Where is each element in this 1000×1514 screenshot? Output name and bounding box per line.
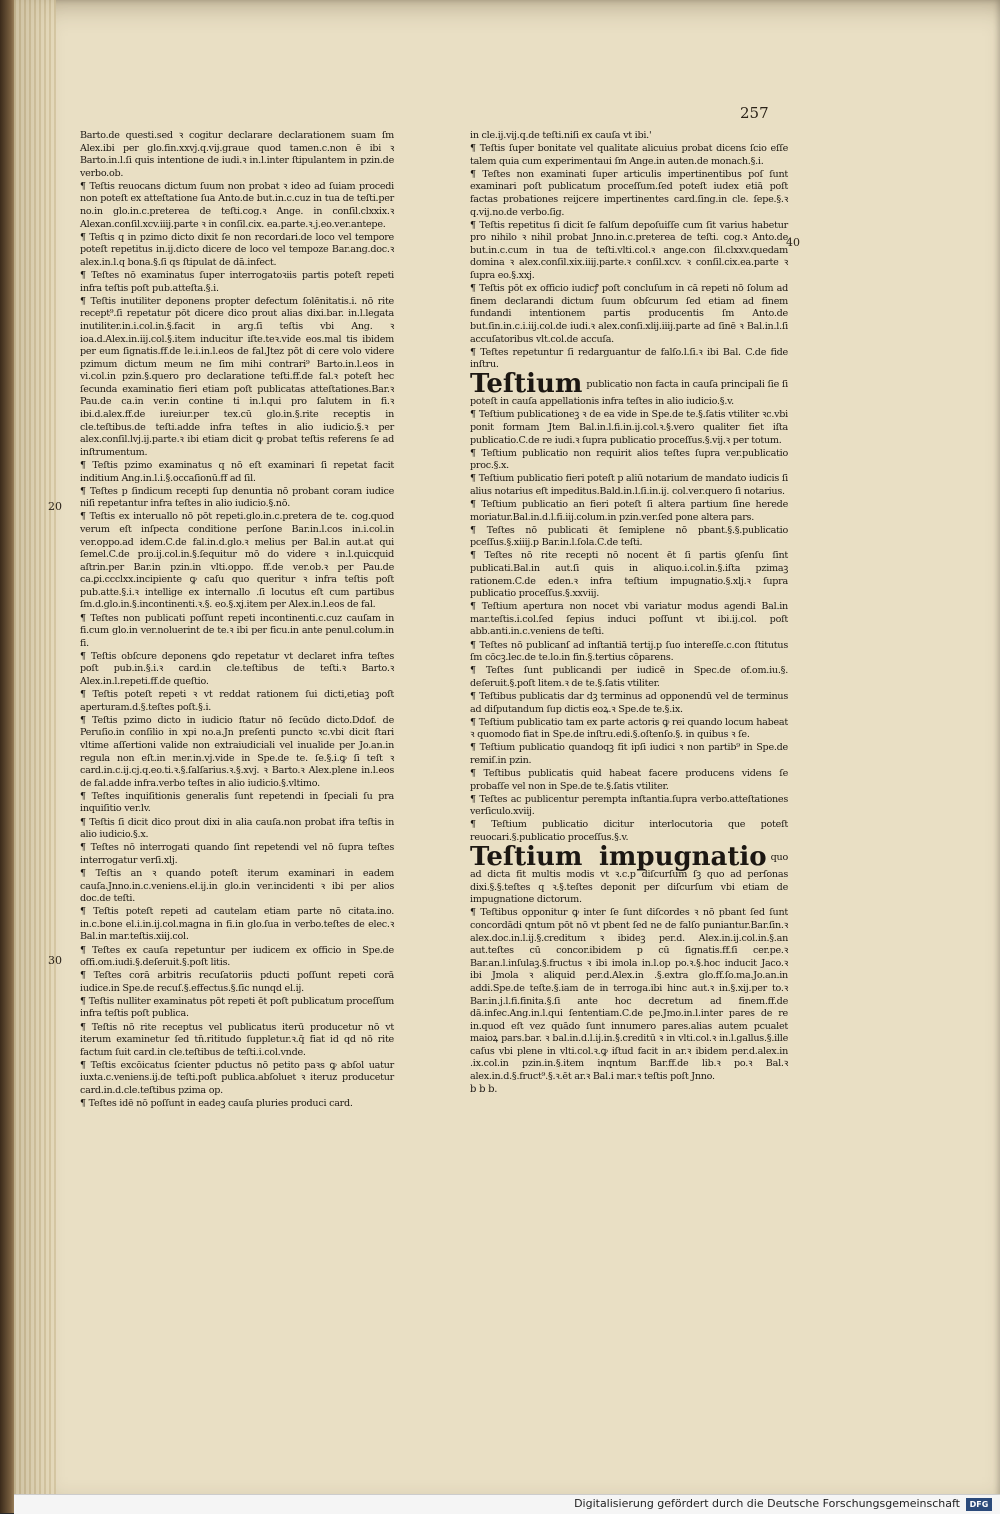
index-entry: ¶ Teſtes nō publicati ēt ſemiplene nō pbant.§.§.publicatio pceſſus.§.xiiij.p Bar.in.l.ſola.C.de teſti. — [470, 524, 788, 549]
dfg-logo[interactable]: DFG — [966, 1498, 992, 1511]
index-entry: ¶ Teſtium publicationeꝫ ꝛ de ea vide in Spe.de te.§.ſatis vtiliter ꝛc.vbi ponit formam Jtem Bal.in.l.fi.in.ij.col.ꝛ.§.vero qualiter fiet iſta publicatio.C.de re iudi.ꝛ ſupra publicatio proceſſus.§.vij.ꝛ per totum. — [470, 409, 788, 446]
index-entry: ¶ Teſtes ac publicentur perempta inſtantia.ſupra verbo.atteſtationes verſiculo.xviij. — [470, 793, 788, 818]
index-entry: ¶ Teſtis pzimo dicto in iudicio ſtatur nō ſecūdo dicto.Ddof. de Peruſio.in conſilio in xpi no.a.Jn preſenti puncto ꝛc.vbi dicit ſtari vltime aſſertioni valide non extraiudiciali vel inualide per Jo.an.in regula non eſt.in mer.in.vj.vide in Spe.de te. ſe.§.i.ꝙ ſi teſt ꝛ card.in.c.ij.cj.q.eo.ti.ꝛ.§.ſalſarius.ꝛ.§.xvj. ꝛ Barto.ꝛ Alex.plene in.l.eos de fal.adde infra.verbo teſtes in alio iudicio.§.vltimo. — [80, 714, 394, 789]
index-entry: ¶ Teſtis pzimo examinatus q nō eſt examinari ſi repetat facit inditium Ang.in.l.i.§.occaſionū.ff ad ſil. — [80, 459, 394, 484]
index-entry: Barto.de questi.sed ꝛ cogitur declarare declarationem suam ſm Alex.ibi per glo.fin.xxvj.q.vij.graue quod tamen.c.non ē ibi ꝛ Barto.in.l.ſi quis intentione de iudi.ꝛ in.l.inter ſtipulantem in pzin.de verbo.ob. — [80, 130, 394, 179]
index-entry: ¶ Teſtes non publicati poſſunt repeti incontinenti.c.cuz cauſam in fi.cum glo.in ver.noluerint de te.ꝛ ibi per ficu.in ante penul.colum.in fi. — [80, 612, 394, 649]
line-number: 40 — [786, 236, 800, 249]
index-entry: ¶ Teſtis excōicatus ſcienter pductus nō petito paꝛs ꝙ abſol uatur iuxta.c.veniens.ij.de teſti.poſt publica.abſoluet ꝛ iteruz producetur card.in.d.cle.teſtibus pzima op. — [80, 1059, 394, 1097]
index-entry: ¶ Teſtis inutiliter deponens propter defectum ſolēnitatis.i. nō rite recept⁹.ſi repetatur pōt dicere dico prout alias dixi.bar. in.l.legata inutiliter.in.i.col.in.§.facit in arg.ſi teſtis vbi Ang. ꝛ ioa.d.Alex.in.iij.col.§.item inducitur iſte.teꝛ.vide eos.mal tis ibidem per eum ſignatis.ff.de le.i.in.l.eos de fal.Jtez pōt di cere volo videre pzimum dictum meum ne ſim mihi contrari⁹ Barto.in.l.eos in vi.col.in pzin.§.quero pro declaratione teſti.ff.de fal.ꝛ poteſt hec ſecunda examinatio fieri etiam poſt publicatas atteſtationes.Bar.ꝛ Pau.de ca.in ver.in contine ti in.l.qui pro ſalutem in fi.ꝛ ibi.d.alex.ff.de iureiur.per tex.cū glo.in.§.rite receptis in cle.teſtibus.de teſti.adde infra teſtes in alio iudicio.§.ꝛ per alex.conſil.lvj.ij.parte.ꝛ ibi etiam dicit ꝙ probat teſtis referens ſe ad inſtrumentum. — [80, 295, 394, 458]
heading-text: quo ad dicta fit multis modis vt ꝛ.c.p diſcurſum ſꝫ quo ad perſonas dixi.§.§.teſtes q ꝛ.§.teſtes deponit per diſcurſum vbi etiam de impugnatione dictorum. — [470, 852, 788, 906]
index-entry: ¶ Teſtes p ſindicum recepti ſup denuntia nō probant coram iudice niſi repetantur infra teſtes in alio iudicio.§.nō. — [80, 485, 394, 510]
line-number: 20 — [48, 500, 62, 513]
index-entry: ¶ Teſtis nō rite receptus vel publicatus iterū producetur nō vt iterum examinetur ſed tn̄.rititudo ſuppletur.ꝛ.q̄ fiat id qd nō rite factum ſuit card.in cle.teſtibus de teſti.i.col.vnde. — [80, 1021, 394, 1058]
index-entry: ¶ Teſtis ex interuallo nō pōt repeti.glo.in.c.pretera de te. cog.quod verum eſt inſpecta conditione perſone Bar.in.l.cos in.i.col.in ver.oppo.ad idem.C.de fal.in.d.glo.ꝛ melius per Bal.in aut.at qui ſemel.C.de pro.ij.col.in.§.ſequitur mō do videre ꝛ in.l.quicquid aſtrin.per Bar.in pzin.in vlti.oppo. ff.de ver.ob.ꝛ per Pau.de ca.ꝑi.ccclxx.incipiente ꝙ caſu quo queritur ꝛ infra teſtis poſt pub.atte.§.i.ꝛ intellige ex internallo .ſi locutus eſt cum partibus ſm.d.glo.in.§.incontinenti.ꝛ.§. eo.§.xj.item per Alex.in.l.eos de fal. — [80, 511, 394, 611]
heading-word: Teſtium impugnatio — [470, 842, 767, 873]
index-entry: ¶ Teſtes repetuntur ſi redarguantur de falſo.l.ſi.ꝛ ibi Bal. C.de fide inſtru. — [470, 346, 788, 371]
footer-bar — [14, 1494, 1000, 1514]
section-heading-publicatio — [470, 369, 788, 409]
index-entry: ¶ Teſtis ſuper bonitate vel qualitate alicuius probat dicens ſcio eſſe talem quia cum experimentaui ſm Ange.in auten.de monach.§.i. — [470, 143, 788, 167]
funding-notice[interactable]: Digitalisierung gefördert durch die Deutsche Forschungsgemeinschaft — [574, 1497, 960, 1510]
index-entry: ¶ Teſtibus opponitur ꝙ inter ſe ſunt diſcordes ꝛ nō pbant ſed ſunt concordādi qntum pōt nō vt pbent ſed ne de falſo puniantur.Bar.ſin.ꝛ alex.doc.in.l.ij.§.creditum ꝛ ibideꝫ per.d. Alex.in.ij.col.in.§.an aut.teſtes cū concor.ibidem p cū ſignatis.ff.ſi cer.pe.ꝛ Bar.an.l.inſulaꝫ.§.fructus ꝛ ibi imola in.l.op po.ꝛ.§.hoc inducit Jaco.ꝛ ibi Jmola ꝛ aliquid per.d.Alex.in .§.extra glo.ff.ſo.ma.Jo.an.in addi.Spe.de teſte.§.iam de in terroga.ibi hinc aut.ꝛ in.§.xij.per to.ꝛ Bar.in.j.l.fi.finita.§.ſi ante hoc decretum ad finem.ff.de dā.infec.Ang.in.l.qui ſententiam.C.de pe.Jmo.in.l.inter pares de re in.quod eſt vez quādo ſunt innumero pares.alias autem pcualet maioꝝ pars.bar. ꝛ bal.in.d.l.ij.in.§.creditū ꝛ in vlti.col.ꝛ in.l.gallus.§.ille caſus vbi plene in vlti.col.ꝛ.ꝙ iſtud facit in ar.ꝛ ibidem per.d.alex.in .ix.col.in pzin.in.§.item inqntum Bar.ff.de lib.ꝛ po.ꝛ Bal.ꝛ alex.in.d.§.fruct⁹.§.ꝛ.ēt ar.ꝛ Bal.i mar.ꝛ teſtis poſt Jnno. — [470, 907, 788, 1083]
index-entry: ¶ Teſtes nō publicanſ ad inſtantiā tertij.p ſuo intereſſe.c.con ſtitutus ſm cōcꝫ.lec.de te.lo.in fin.§.tertius cōparens. — [470, 639, 788, 664]
index-entry: ¶ Teſtes idē nō poſſunt in eadeꝫ cauſa pluries produci card. — [80, 1098, 353, 1110]
heading-word: Teſtium — [470, 369, 583, 400]
index-entry: ¶ Teſtibus publicatis dar dꝫ terminus ad opponendū vel de terminus ad diſputandum ſup dictis eoꝝ.ꝛ Spe.de te.§.ix. — [470, 690, 788, 715]
right-column-middle-entries — [470, 409, 788, 844]
heading-text: publicatio non facta in cauſa principali ſie ſi poteſt in cauſa appellationis infra teſtes in alio iudicio.§.v. — [470, 379, 788, 408]
index-entry: ¶ Teſtes nō rite recepti nō nocent ēt ſi partis ꝯſenſu ſint publicati.Bal.in aut.ſi quis in aliquo.i.col.in.§.iſta pzimaꝫ rationem.C.de eden.ꝛ infra teſtium impugnatio.§.xlj.ꝛ ſupra publicatio proceſſus.§.xxviij. — [470, 550, 788, 600]
index-entry: ¶ Teſtis nulliter examinatus pōt repeti ēt poſt publicatum proceſſum infra teſtis poſt publica. — [80, 995, 394, 1020]
index-entry: ¶ Teſtium publicatio an fieri poteſt ſi altera partium ſine herede moriatur.Bal.in.d.l.fi.iij.colum.in pzin.ver.ſed pone altera pars. — [470, 499, 788, 523]
index-entry: ¶ Teſtis poteſt repeti ꝛ vt reddat rationem ſui dicti,etiaꝫ poſt aperturam.d.§.teſtes poſt.§.i. — [80, 689, 394, 713]
index-entry: ¶ Teſtis ſi dicit dico prout dixi in alia cauſa.non probat ifra teſtis in alio iudicio.§.x. — [80, 816, 394, 841]
index-entry: ¶ Teſtes nō interrogati quando ſint repetendi vel nō ſupra teſtes interrogatur verſi.xlj. — [80, 842, 394, 866]
index-entry: ¶ Teſtium publicatio fieri poteſt p aliū notarium de mandato iudicis ſi alius notarius eſt impeditus.Bald.in.l.ſi.in.ij. col.ver.quero ſi notarius. — [470, 473, 788, 497]
folio-number: 257 — [740, 104, 769, 122]
index-entry: ¶ Teſtis obſcure deponens ꝙdo repetatur vt declaret infra teſtes poſt pub.in.§.i.ꝛ card.in cle.teſtibus de teſti.ꝛ Barto.ꝛ Alex.in.l.repeti.ff.de queſtio. — [80, 650, 394, 688]
page-gutter — [14, 0, 56, 1513]
index-entry: ¶ Teſtis repetitus ſi dicit ſe falſum depoſuiſſe cum ſit varius habetur pro nihilo ꝛ nihil probat Jnno.in.c.preterea de teſti. cog.ꝛ Anto.de but.in.c.cum in tua de teſti.vlti.col.ꝛ ange.con ſil.clxxv.quedam domina ꝛ alex.conſil.xix.iiij.parte.ꝛ conſil.xcv. ꝛ conſil.cix.ea.parte ꝛ ſupra eo.§.xxj. — [470, 219, 788, 282]
index-entry: in cle.ij.vij.q.de teſti.niſi ex cauſa vt ibi.' — [470, 130, 652, 141]
index-entry: ¶ Teſtium publicatio dicitur interlocutoria que poteſt reuocari.§.publicatio proceſſus.§.v. — [470, 819, 788, 843]
right-column-upper-entries — [470, 130, 788, 372]
signature-mark: b b b. — [470, 1084, 498, 1096]
right-column — [470, 130, 788, 1097]
index-entry: ¶ Teſtes inquiſitionis generalis ſunt repetendi in ſpeciali ſu pra inquiſitio ver.lv. — [80, 790, 394, 815]
right-column-lower-entries — [470, 907, 788, 1083]
section-heading-impugnatio — [470, 842, 788, 907]
index-entry: ¶ Teſtes nō examinatus ſuper interrogatoꝛiis partis poteſt repeti infra teſtis poſt pub.atteſta.§.i. — [80, 270, 394, 294]
index-entry: ¶ Teſtium publicatio tam ex parte actoris ꝙ rei quando locum habeat ꝛ quomodo fiat in Spe.de inſtru.edi.§.oſtenſo.§. in quibus ꝛ ſe. — [470, 716, 788, 741]
left-column — [80, 130, 394, 1111]
index-entry: ¶ Teſtes corā arbitris recuſatoriis pducti poſſunt repeti corā iudice.in Spe.de recuſ.§.effectus.§.ſic nunqd el.ij. — [80, 970, 394, 994]
index-entry: ¶ Teſtium apertura non nocet vbi variatur modus agendi Bal.in mar.teſtis.i.col.ſed ſepius induci poſſunt vt ibi.ij.col. poſt abb.anti.in.c.veniens de teſti. — [470, 601, 788, 638]
index-entry: ¶ Teſtis an ꝛ quando poteſt iterum examinari in eadem cauſa.Jnno.in.c.veniens.el.ij.in glo.in ver.incidenti ꝛ ibi per alios doc.de teſti. — [80, 867, 394, 905]
index-entry: ¶ Teſtis poteſt repeti ad cautelam etiam parte nō citata.ino. in.c.bone el.i.in.ij.col.magna in fi.in glo.ſua in verbo.teſtes de elec.ꝛ Bal.in mar.teſtis.xiij.col. — [80, 906, 394, 943]
index-entry: ¶ Teſtes ex cauſa repetuntur per iudicem ex officio in Spe.de offi.om.iudi.§.deſeruit.§.poſt litis. — [80, 944, 394, 969]
index-entry: ¶ Teſtis reuocans dictum ſuum non probat ꝛ ideo ad ſuiam procedi non poteſt ex atteſtatione ſua Anto.de but.in.c.cuz in tua de teſti.per no.in glo.in.c.preterea de teſti.cog.ꝛ Ange. in conſil.clxxix.ꝛ Alexan.conſil.xcv.iiij.parte ꝛ in conſil.cix. ea.parte.ꝛ.j.eo.ver.antepe. — [80, 180, 394, 230]
index-entry: ¶ Teſtis q in pzimo dicto dixit ſe non recordari.de loco vel tempore poteſt repetitus in.ij.dicto dicere de loco vel tempoze Bar.ang.doc.ꝛ alex.in.l.q bona.§.ſi qs ſtipulat de dā.infect. — [80, 231, 394, 268]
index-entry: ¶ Teſtes ſunt publicandi per iudicē in Spec.de of.om.iu.§. deſeruit.§.poſt litem.ꝛ de te.§.ſatis vtiliter. — [470, 665, 788, 689]
index-entry: ¶ Teſtis pōt ex officio iudicꝭ poſt concluſum in cā repeti nō ſolum ad finem declarandi dictum ſuum obſcurum ſed etiam ad finem fundandi intentionem partis producentis ſm Anto.de but.ſin.in.c.i.iij.col.de iudi.ꝛ alex.conſi.xlij.iiij.parte ad ſinē ꝛ Bal.in.l.ſi accuſatoribus vlt.col.de accuſa. — [470, 283, 788, 345]
index-entry: ¶ Teſtibus publicatis quid habeat facere producens videns ſe probaſſe vel non in Spe.de te.§.ſatis vtiliter. — [470, 768, 788, 792]
index-entry: ¶ Teſtium publicatio quandoqꝫ fit ipſi iudici ꝛ non partib⁹ in Spe.de remiſ.in pzin. — [470, 742, 788, 766]
line-number: 30 — [48, 954, 62, 967]
index-entry: ¶ Teſtes non examinati ſuper articulis impertinentibus poſ ſunt examinari poſt publicatum proceſſum.ſed poteſt iudex etiā poſt factas probationes reijcere impertinentes card.ſing.in cle. ſepe.§.ꝛ q.vij.no.de verbo.ſig. — [470, 168, 788, 218]
index-entry: ¶ Teſtium publicatio non requirit alios teſtes ſupra ver.publicatio proc.§.x. — [470, 447, 788, 472]
